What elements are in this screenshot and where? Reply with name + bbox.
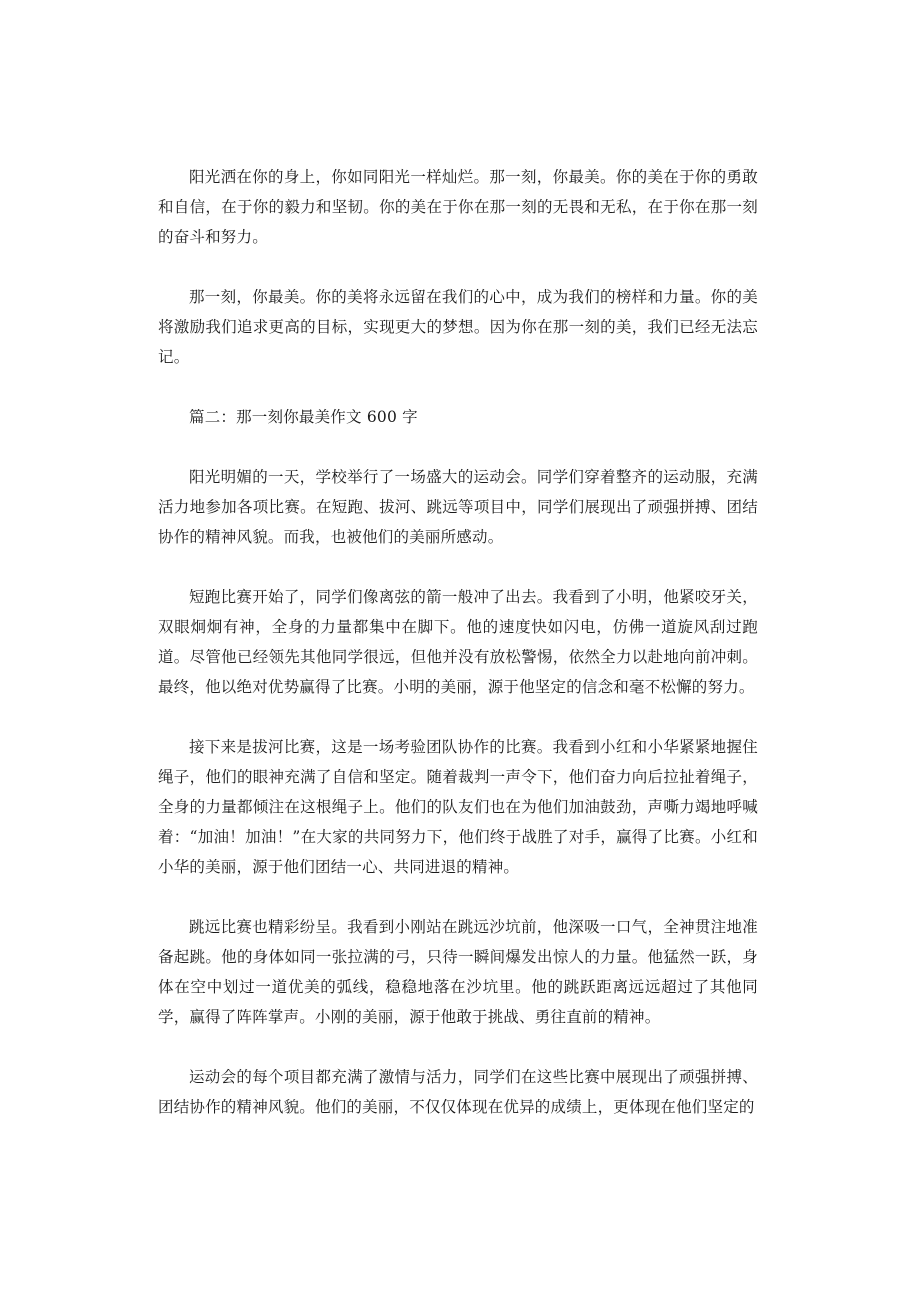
paragraph: 阳光明媚的一天，学校举行了一场盛大的运动会。同学们穿着整齐的运动服，充满活力地参加各项比赛。在短跑、拔河、跳远等项目中，同学们展现出了顽强拼搏、团结协作的精神风貌。而我，也被他们的美丽所感动。	[158, 468, 758, 546]
paragraph: 阳光洒在你的身上，你如同阳光一样灿烂。那一刻，你最美。你的美在于你的勇敢和自信，在于你的毅力和坚韧。你的美在于你在那一刻的无畏和无私，在于你在那一刻的奋斗和努力。	[158, 168, 758, 246]
document-body	[158, 162, 758, 1152]
paragraph: 接下来是拔河比赛，这是一场考验团队协作的比赛。我看到小红和小华紧紧地握住绳子，他们的眼神充满了自信和坚定。随着裁判一声令下，他们奋力向后拉扯着绳子，全身的力量都倾注在这根绳子上。他们的队友们也在为他们加油鼓劲，声嘶力竭地呼喊着：“加油！加油！”在大家的共同努力下，他们终于战胜了对手，赢得了比赛。小红和小华的美丽，源于他们团结一心、共同进退的精神。	[158, 738, 758, 876]
paragraph: 跳远比赛也精彩纷呈。我看到小刚站在跳远沙坑前，他深吸一口气，全神贯注地准备起跳。他的身体如同一张拉满的弓，只待一瞬间爆发出惊人的力量。他猛然一跃，身体在空中划过一道优美的弧线，稳稳地落在沙坑里。他的跳跃距离远远超过了其他同学，赢得了阵阵掌声。小刚的美丽，源于他敢于挑战、勇往直前的精神。	[158, 918, 758, 1026]
paragraph: 短跑比赛开始了，同学们像离弦的箭一般冲了出去。我看到了小明，他紧咬牙关，双眼炯炯有神，全身的力量都集中在脚下。他的速度快如闪电，仿佛一道旋风刮过跑道。尽管他已经领先其他同学很远，但他并没有放松警惕，依然全力以赴地向前冲刺。最终，他以绝对优势赢得了比赛。小明的美丽，源于他坚定的信念和毫不松懈的努力。	[158, 588, 758, 696]
section-heading: 篇二：那一刻你最美作文 600 字	[189, 408, 418, 426]
paragraph: 那一刻，你最美。你的美将永远留在我们的心中，成为我们的榜样和力量。你的美将激励我们追求更高的目标，实现更大的梦想。因为你在那一刻的美，我们已经无法忘记。	[158, 288, 758, 366]
paragraph: 运动会的每个项目都充满了激情与活力，同学们在这些比赛中展现出了顽强拼搏、团结协作的精神风貌。他们的美丽，不仅仅体现在优异的成绩上，更体现在他们坚定的	[158, 1068, 758, 1116]
